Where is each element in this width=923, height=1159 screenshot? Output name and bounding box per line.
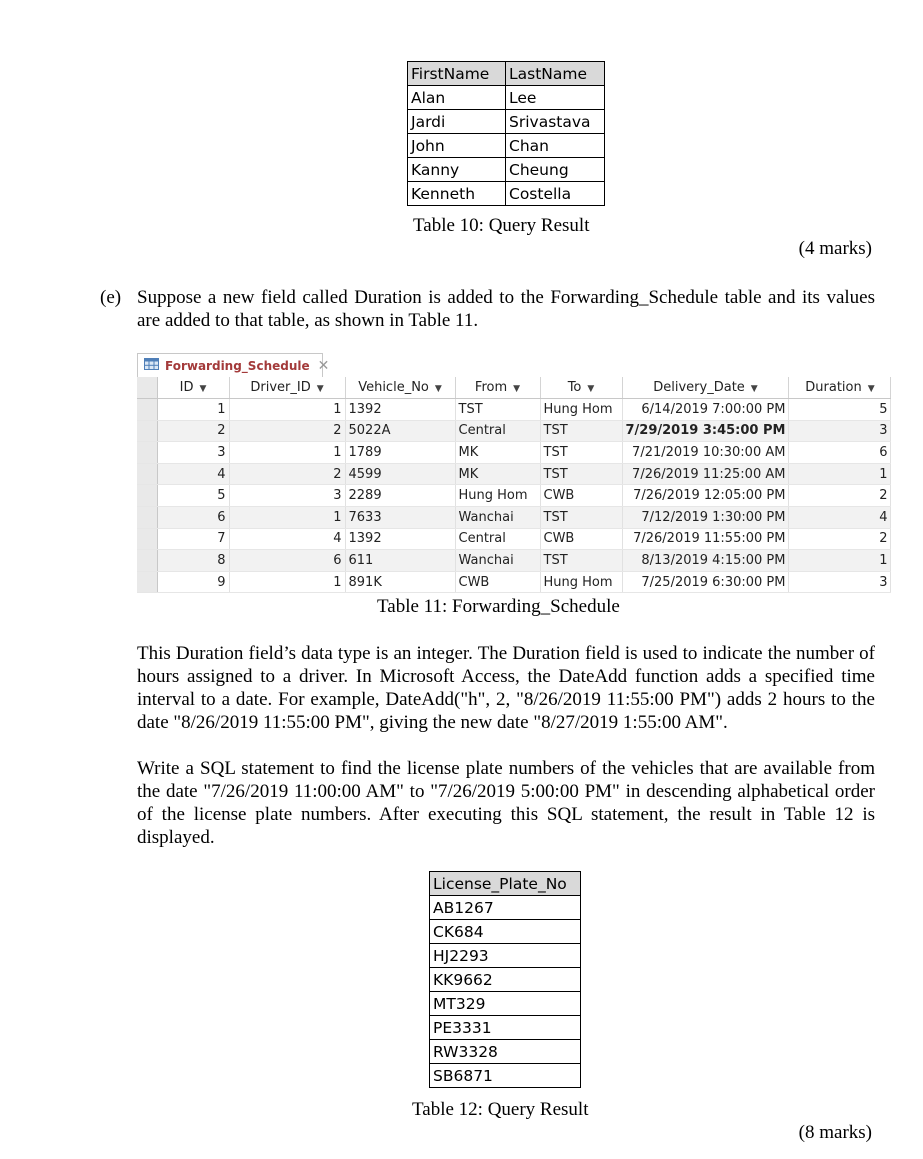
cell-to[interactable]: CWB	[540, 485, 622, 507]
cell-to[interactable]: CWB	[540, 528, 622, 550]
table-row	[408, 110, 605, 134]
cell-duration[interactable]: 3	[789, 571, 891, 593]
cell: MT329	[430, 992, 581, 1016]
datasheet-tab-bar	[137, 353, 868, 378]
col-header-to[interactable]: To ▼	[540, 377, 622, 399]
cell-driver-id[interactable]: 2	[229, 420, 345, 442]
col-header-vehicle-no[interactable]: Vehicle_No ▼	[345, 377, 455, 399]
cell-duration[interactable]: 2	[789, 485, 891, 507]
cell-vehicle-no[interactable]: 611	[345, 550, 455, 572]
cell-delivery-date[interactable]: 7/29/2019 3:45:00 PM	[622, 420, 789, 442]
table-row	[430, 1040, 581, 1064]
table-11-caption: Table 11: Forwarding_Schedule	[377, 596, 620, 617]
cell: Kenneth	[408, 182, 506, 206]
col-header: FirstName	[408, 62, 506, 86]
cell-vehicle-no[interactable]: 7633	[345, 506, 455, 528]
cell-duration[interactable]: 3	[789, 420, 891, 442]
cell-vehicle-no[interactable]: 5022A	[345, 420, 455, 442]
cell-duration[interactable]: 6	[789, 442, 891, 464]
table-icon	[144, 358, 159, 374]
record-selector[interactable]	[137, 528, 157, 550]
col-header-driver-id[interactable]: Driver_ID ▼	[229, 377, 345, 399]
cell-vehicle-no[interactable]: 1392	[345, 399, 455, 421]
table-row	[137, 420, 891, 442]
cell-from[interactable]: Central	[455, 528, 540, 550]
cell-from[interactable]: MK	[455, 463, 540, 485]
cell: HJ2293	[430, 944, 581, 968]
cell-duration[interactable]: 5	[789, 399, 891, 421]
close-icon[interactable]: ✕	[317, 357, 330, 374]
cell-id[interactable]: 5	[157, 485, 229, 507]
cell-id[interactable]: 3	[157, 442, 229, 464]
cell-from[interactable]: MK	[455, 442, 540, 464]
cell-duration[interactable]: 1	[789, 463, 891, 485]
cell-from[interactable]: Wanchai	[455, 550, 540, 572]
cell-vehicle-no[interactable]: 1392	[345, 528, 455, 550]
cell: KK9662	[430, 968, 581, 992]
record-selector[interactable]	[137, 485, 157, 507]
cell: Jardi	[408, 110, 506, 134]
dropdown-arrow-icon[interactable]: ▼	[316, 384, 324, 394]
part-label: (e)	[100, 287, 122, 308]
col-header: License_Plate_No	[430, 872, 581, 896]
cell-to[interactable]: TST	[540, 463, 622, 485]
table-10-caption: Table 10: Query Result	[413, 215, 590, 236]
table-12	[429, 871, 581, 1088]
cell: AB1267	[430, 896, 581, 920]
cell-delivery-date[interactable]: 7/26/2019 11:25:00 AM	[622, 463, 789, 485]
cell-id[interactable]: 8	[157, 550, 229, 572]
marks-d: (4 marks)	[798, 238, 872, 259]
cell-delivery-date[interactable]: 7/26/2019 12:05:00 PM	[622, 485, 789, 507]
cell: John	[408, 134, 506, 158]
cell-driver-id[interactable]: 1	[229, 399, 345, 421]
table-row	[137, 442, 891, 464]
marks-e: (8 marks)	[798, 1122, 872, 1143]
table-row	[408, 158, 605, 182]
cell-delivery-date[interactable]: 7/21/2019 10:30:00 AM	[622, 442, 789, 464]
cell-id[interactable]: 9	[157, 571, 229, 593]
table-row	[430, 968, 581, 992]
cell: Cheung	[506, 158, 605, 182]
cell-vehicle-no[interactable]: 891K	[345, 571, 455, 593]
record-selector[interactable]	[137, 399, 157, 421]
cell-driver-id[interactable]: 6	[229, 550, 345, 572]
cell-duration[interactable]: 4	[789, 506, 891, 528]
cell-from[interactable]: Central	[455, 420, 540, 442]
col-header-from[interactable]: From ▼	[455, 377, 540, 399]
table-row	[430, 1016, 581, 1040]
cell-from[interactable]: Wanchai	[455, 506, 540, 528]
dropdown-arrow-icon[interactable]: ▼	[513, 384, 521, 394]
cell: Costella	[506, 182, 605, 206]
record-selector[interactable]	[137, 550, 157, 572]
cell-delivery-date[interactable]: 7/26/2019 11:55:00 PM	[622, 528, 789, 550]
cell: Kanny	[408, 158, 506, 182]
dropdown-arrow-icon[interactable]: ▼	[867, 384, 875, 394]
cell-delivery-date[interactable]: 6/14/2019 7:00:00 PM	[622, 399, 789, 421]
part-e-intro: Suppose a new field called Duration is added to the Forwarding_Schedule table and its values are added to that table, as shown in Table 11.	[137, 287, 875, 331]
cell: Lee	[506, 86, 605, 110]
table-row	[430, 1064, 581, 1088]
cell-from[interactable]: CWB	[455, 571, 540, 593]
table-row	[137, 506, 891, 528]
table-row	[430, 896, 581, 920]
col-header-duration[interactable]: Duration ▼	[789, 377, 891, 399]
record-selector[interactable]	[137, 571, 157, 593]
tab-label: Forwarding_Schedule	[165, 358, 310, 373]
cell-driver-id[interactable]: 4	[229, 528, 345, 550]
cell: SB6871	[430, 1064, 581, 1088]
table-row	[408, 86, 605, 110]
cell-to[interactable]: TST	[540, 442, 622, 464]
cell-id[interactable]: 6	[157, 506, 229, 528]
cell: CK684	[430, 920, 581, 944]
cell: RW3328	[430, 1040, 581, 1064]
cell-delivery-date[interactable]: 7/25/2019 6:30:00 PM	[622, 571, 789, 593]
table-row	[137, 571, 891, 593]
duration-explanation: This Duration field’s data type is an integer. The Duration field is used to indicate the number of hours assigned to a driver. In Microsoft Access, the DateAdd function adds a specified time interval to a date. For example, DateAdd("h", 2, "8/26/2019 11:55:00 PM") adds 2 hours to the date "8/26/2019 11:55:00 PM", giving the new date "8/27/2019 1:55:00 AM".	[137, 643, 875, 733]
cell-driver-id[interactable]: 1	[229, 506, 345, 528]
table-row	[137, 528, 891, 550]
cell: Srivastava	[506, 110, 605, 134]
col-header-id[interactable]: ID ▼	[157, 377, 229, 399]
cell-to[interactable]: TST	[540, 550, 622, 572]
table-row	[408, 182, 605, 206]
record-selector[interactable]	[137, 442, 157, 464]
table-row	[430, 920, 581, 944]
record-selector[interactable]	[137, 420, 157, 442]
cell-to[interactable]: Hung Hom	[540, 399, 622, 421]
table-row	[137, 550, 891, 572]
cell-driver-id[interactable]: 2	[229, 463, 345, 485]
cell-delivery-date[interactable]: 8/13/2019 4:15:00 PM	[622, 550, 789, 572]
cell: Alan	[408, 86, 506, 110]
cell-duration[interactable]: 2	[789, 528, 891, 550]
cell-duration[interactable]: 1	[789, 550, 891, 572]
record-selector[interactable]	[137, 463, 157, 485]
cell-vehicle-no[interactable]: 1789	[345, 442, 455, 464]
cell: Chan	[506, 134, 605, 158]
table-row	[137, 463, 891, 485]
col-header-delivery-date[interactable]: Delivery_Date ▼	[622, 377, 789, 399]
cell-to[interactable]: TST	[540, 420, 622, 442]
cell-id[interactable]: 1	[157, 399, 229, 421]
cell-to[interactable]: TST	[540, 506, 622, 528]
cell-id[interactable]: 2	[157, 420, 229, 442]
cell-vehicle-no[interactable]: 4599	[345, 463, 455, 485]
dropdown-arrow-icon[interactable]: ▼	[587, 384, 595, 394]
forwarding-schedule-datasheet	[137, 377, 891, 593]
dropdown-arrow-icon[interactable]: ▼	[199, 384, 207, 394]
table-row	[430, 992, 581, 1016]
cell-id[interactable]: 7	[157, 528, 229, 550]
table-row	[430, 944, 581, 968]
cell-driver-id[interactable]: 3	[229, 485, 345, 507]
cell-delivery-date[interactable]: 7/12/2019 1:30:00 PM	[622, 506, 789, 528]
table-row	[408, 134, 605, 158]
cell-id[interactable]: 4	[157, 463, 229, 485]
table-row	[137, 485, 891, 507]
col-header: LastName	[506, 62, 605, 86]
record-selector[interactable]	[137, 506, 157, 528]
tab-forwarding-schedule[interactable]	[137, 353, 330, 377]
table-row	[137, 399, 891, 421]
table-12-caption: Table 12: Query Result	[412, 1099, 589, 1120]
dropdown-arrow-icon[interactable]: ▼	[434, 384, 442, 394]
record-selector-header[interactable]	[137, 377, 157, 399]
table-10	[407, 61, 605, 206]
cell-from[interactable]: TST	[455, 399, 540, 421]
cell-from[interactable]: Hung Hom	[455, 485, 540, 507]
cell-vehicle-no[interactable]: 2289	[345, 485, 455, 507]
cell: PE3331	[430, 1016, 581, 1040]
cell-driver-id[interactable]: 1	[229, 571, 345, 593]
sql-task: Write a SQL statement to find the license plate numbers of the vehicles that are available from the date "7/26/2019 11:00:00 AM" to "7/26/2019 5:00:00 PM" in descending alphabetical order of the license plate numbers. After executing this SQL statement, the result in Table 12 is displayed.	[137, 758, 875, 848]
dropdown-arrow-icon[interactable]: ▼	[750, 384, 758, 394]
cell-to[interactable]: Hung Hom	[540, 571, 622, 593]
cell-driver-id[interactable]: 1	[229, 442, 345, 464]
